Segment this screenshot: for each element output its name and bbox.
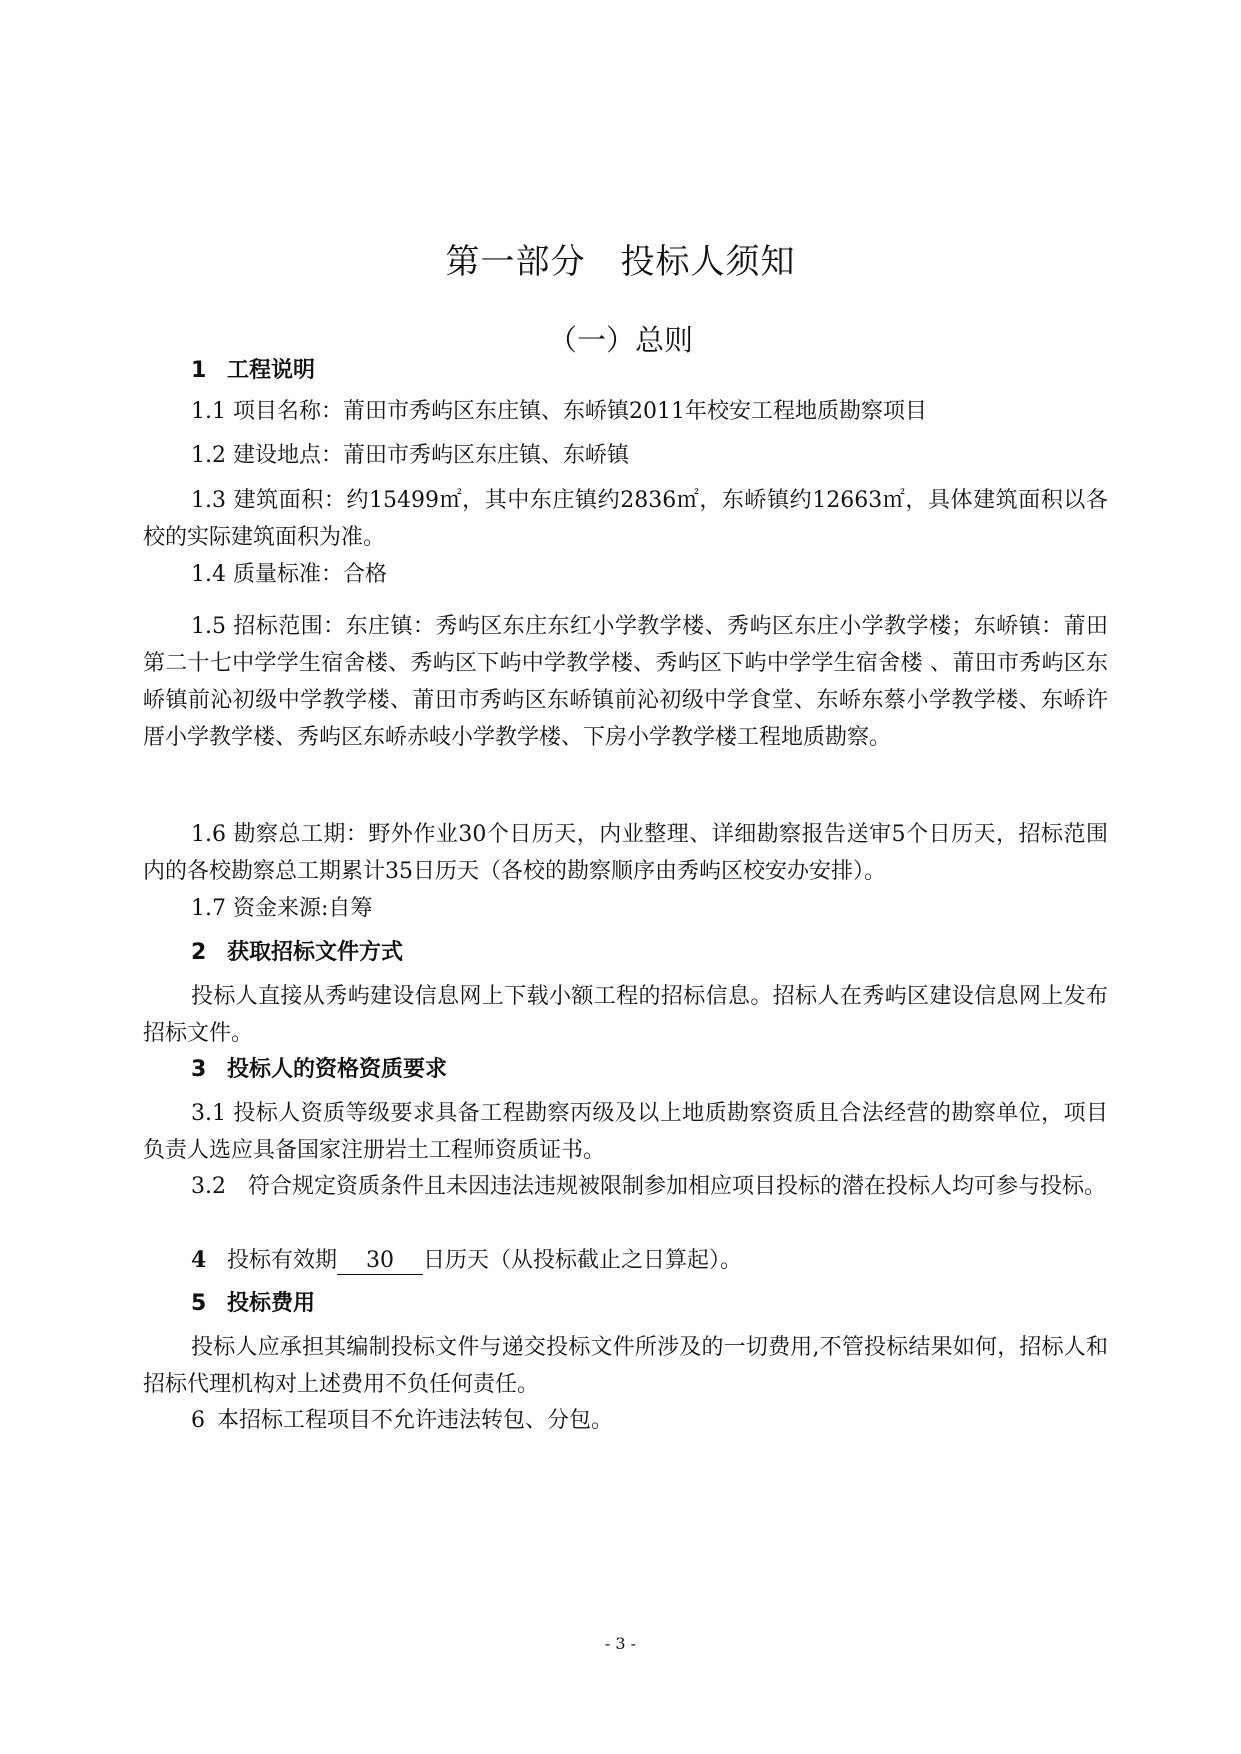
heading-number: 2 — [191, 940, 207, 965]
heading-number: 5 — [191, 1291, 207, 1316]
paragraph-1-7: 1.7 资金来源:自筹 — [191, 896, 373, 921]
page-number: - 3 - — [604, 1634, 637, 1653]
paragraph-2: 投标人直接从秀屿建设信息网上下载小额工程的招标信息。招标人在秀屿区建设信息网上发布招标文件。 — [143, 984, 1108, 1046]
heading-5 — [191, 1285, 315, 1322]
heading-label: 投标费用 — [227, 1291, 316, 1316]
clause-4 — [191, 1242, 742, 1279]
paragraph-1-2: 1.2 建设地点：莆田市秀屿区东庄镇、东峤镇 — [191, 443, 629, 468]
paragraph-5: 投标人应承担其编制投标文件与递交投标文件所涉及的一切费用,不管投标结果如何，招标人和招标代理机构对上述费用不负任何责任。 — [143, 1335, 1108, 1397]
heading-number: 3 — [191, 1057, 207, 1082]
section-subtitle: （一）总则 — [547, 323, 693, 357]
clause-text: 本招标工程项目不允许违法转包、分包。 — [217, 1408, 614, 1433]
heading-label: 工程说明 — [227, 358, 316, 383]
clause-number: 6 — [191, 1408, 205, 1433]
paragraph-3-1: 3.1 投标人资质等级要求具备工程勘察丙级及以上地质勘察资质且合法经营的勘察单位，项目负责人选应具备国家注册岩土工程师资质证书。 — [143, 1101, 1108, 1163]
clause-suffix: 日历天（从投标截止之日算起）。 — [423, 1248, 743, 1273]
paragraph-1-1: 1.1 项目名称：莆田市秀屿区东庄镇、东峤镇2011年校安工程地质勘察项目 — [191, 399, 927, 424]
clause-6 — [191, 1402, 613, 1439]
heading-number: 1 — [191, 358, 207, 383]
page-title: 第一部分 投标人须知 — [445, 242, 796, 282]
clause-number: 4 — [191, 1247, 207, 1273]
clause-prefix: 投标有效期 — [227, 1248, 338, 1273]
paragraph-1-3: 1.3 建筑面积：约15499㎡，其中东庄镇约2836㎡，东峤镇约12663㎡，具体建筑面积以各校的实际建筑面积为准。 — [143, 488, 1108, 550]
heading-3 — [191, 1051, 447, 1088]
paragraph-1-4: 1.4 质量标准：合格 — [191, 562, 387, 587]
heading-1 — [191, 352, 315, 389]
validity-days-value: 30 — [337, 1248, 423, 1275]
paragraph-1-6: 1.6 勘察总工期：野外作业30个日历天，内业整理、详细勘察报告送审5个日历天，招标范围内的各校勘察总工期累计35日历天（各校的勘察顺序由秀屿区校安办安排）。 — [143, 822, 1108, 884]
heading-2 — [191, 934, 403, 971]
paragraph-1-5: 1.5 招标范围：东庄镇：秀屿区东庄东红小学教学楼、秀屿区东庄小学教学楼；东峤镇：莆田第二十七中学学生宿舍楼、秀屿区下屿中学教学楼、秀屿区下屿中学学生宿舍楼 、莆田市秀屿区东峤镇前沁初级中学教学楼、莆田市秀屿区东峤镇前沁初级中学食堂、东峤东蔡小学教学楼、东峤许厝小学教学楼、秀屿区东峤赤岐小学教学楼、下房小学教学楼工程地质勘察。 — [143, 614, 1108, 750]
paragraph-3-2: 3.2 符合规定资质条件且未因违法违规被限制参加相应项目投标的潜在投标人均可参与投标。 — [191, 1174, 1106, 1199]
heading-label: 投标人的资格资质要求 — [227, 1057, 448, 1082]
heading-label: 获取招标文件方式 — [227, 940, 404, 965]
